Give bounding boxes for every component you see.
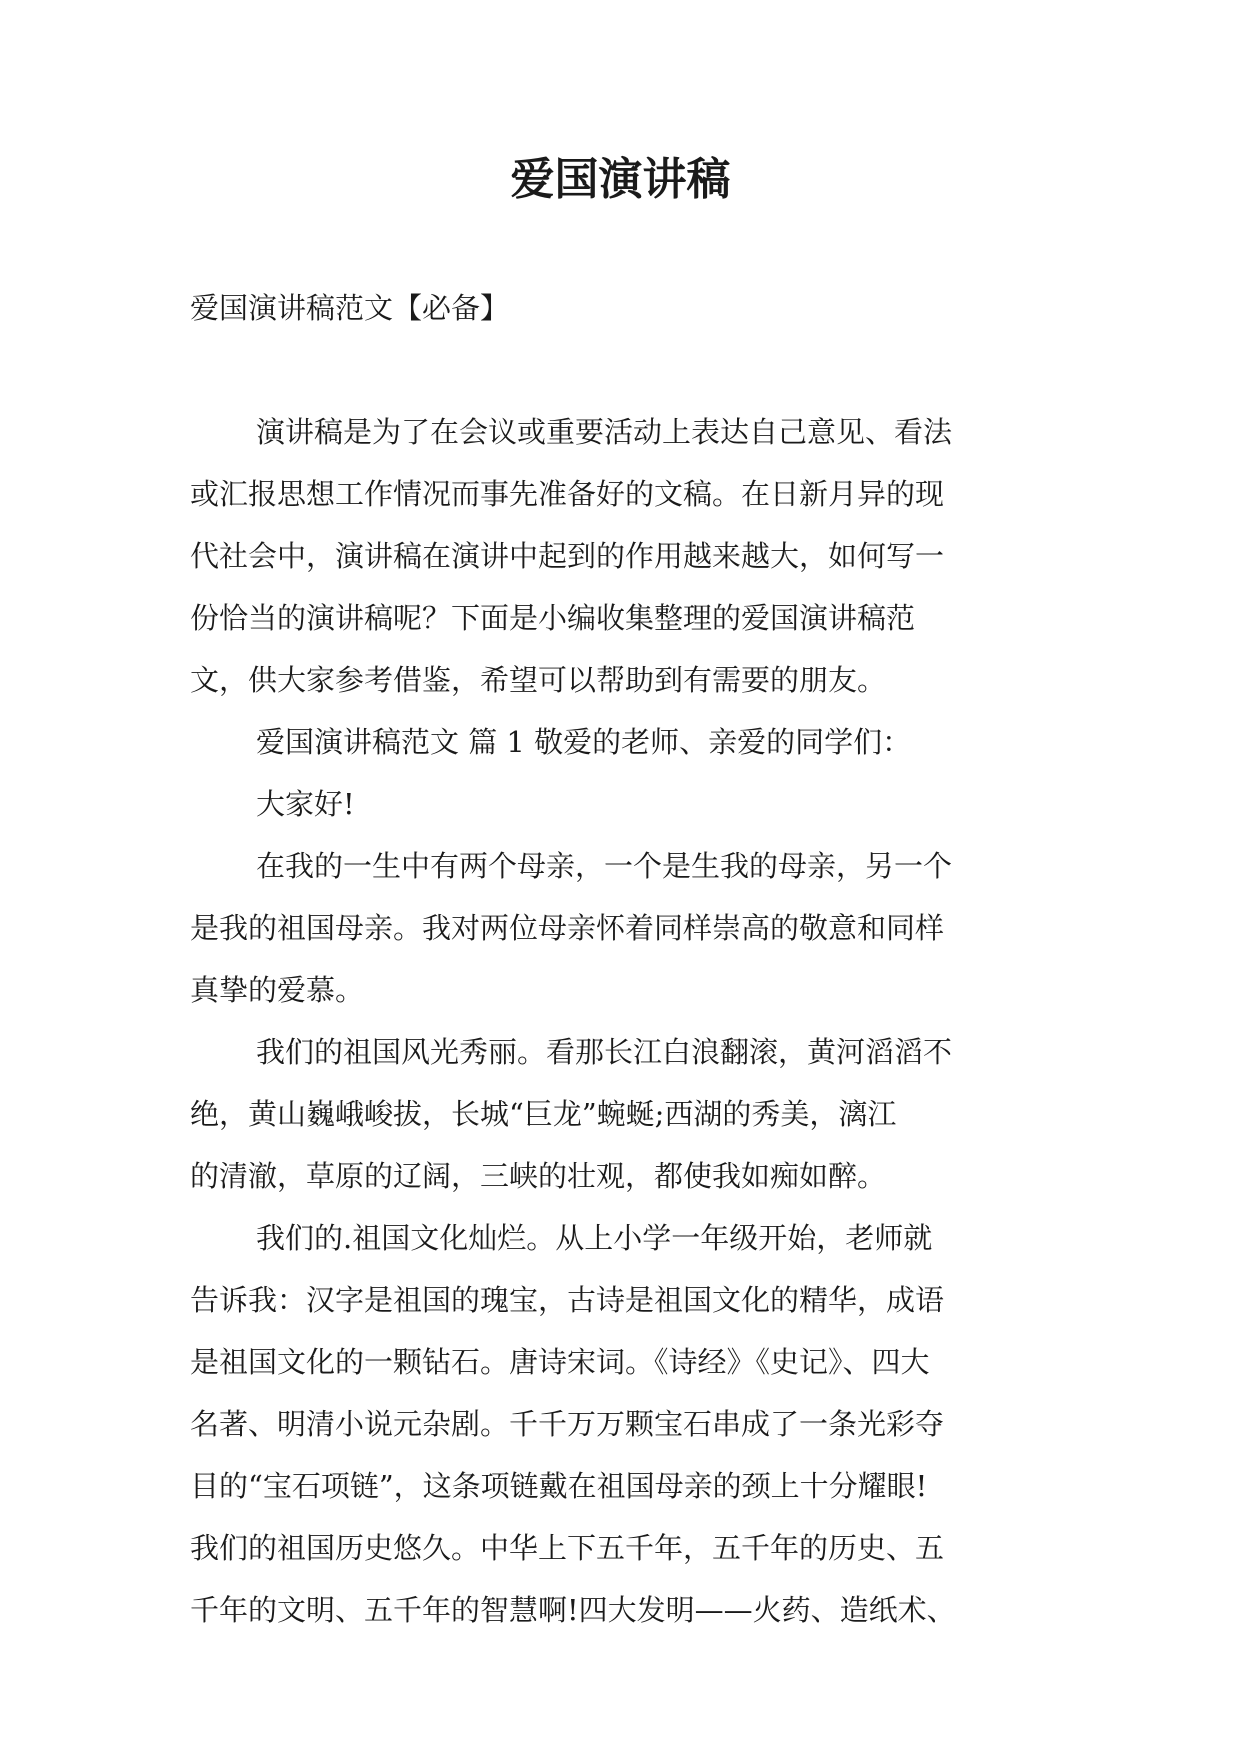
text-line: 真挚的爱慕。 — [190, 973, 365, 1007]
body-text — [190, 412, 1070, 1652]
text-line: 告诉我：汉字是祖国的瑰宝，古诗是祖国文化的精华，成语 — [190, 1283, 945, 1317]
text-line: 是我的祖国母亲。我对两位母亲怀着同样崇高的敬意和同样 — [190, 911, 945, 945]
text-line: 是祖国文化的一颗钻石。唐诗宋词。《诗经》《史记》、四大 — [190, 1345, 930, 1379]
text-line: 份恰当的演讲稿呢？下面是小编收集整理的爱国演讲稿范 — [190, 601, 916, 635]
text-line: 名著、明清小说元杂剧。千千万万颗宝石串成了一条光彩夺 — [190, 1407, 945, 1441]
text-line: 代社会中，演讲稿在演讲中起到的作用越来越大，如何写一 — [190, 539, 945, 573]
text-line: 或汇报思想工作情况而事先准备好的文稿。在日新月异的现 — [190, 477, 945, 511]
text-line: 千年的文明、五千年的智慧啊!四大发明——火药、造纸术、 — [190, 1593, 956, 1627]
text-line: 我们的.祖国文化灿烂。从上小学一年级开始，老师就 — [256, 1221, 933, 1255]
text-line: 在我的一生中有两个母亲，一个是生我的母亲，另一个 — [256, 849, 953, 883]
text-line: 文，供大家参考借鉴，希望可以帮助到有需要的朋友。 — [190, 663, 887, 697]
text-line: 演讲稿是为了在会议或重要活动上表达自己意见、看法 — [256, 415, 953, 449]
text-line: 我们的祖国历史悠久。中华上下五千年，五千年的历史、五 — [190, 1531, 945, 1565]
text-line: 大家好! — [256, 787, 355, 821]
page-title: 爱国演讲稿 — [510, 154, 731, 205]
text-line: 我们的祖国风光秀丽。看那长江白浪翻滚，黄河滔滔不 — [256, 1035, 953, 1069]
document-subtitle: 爱国演讲稿范文【必备】 — [190, 291, 510, 325]
text-line: 的清澈，草原的辽阔，三峡的壮观，都使我如痴如醉。 — [190, 1159, 887, 1193]
text-line: 绝，黄山巍峨峻拔，长城“巨龙”蜿蜒;西湖的秀美，漓江 — [190, 1097, 897, 1131]
text-line: 目的“宝石项链”，这条项链戴在祖国母亲的颈上十分耀眼! — [190, 1469, 928, 1503]
text-line: 爱国演讲稿范文 篇 1 敬爱的老师、亲爱的同学们： — [256, 725, 912, 759]
